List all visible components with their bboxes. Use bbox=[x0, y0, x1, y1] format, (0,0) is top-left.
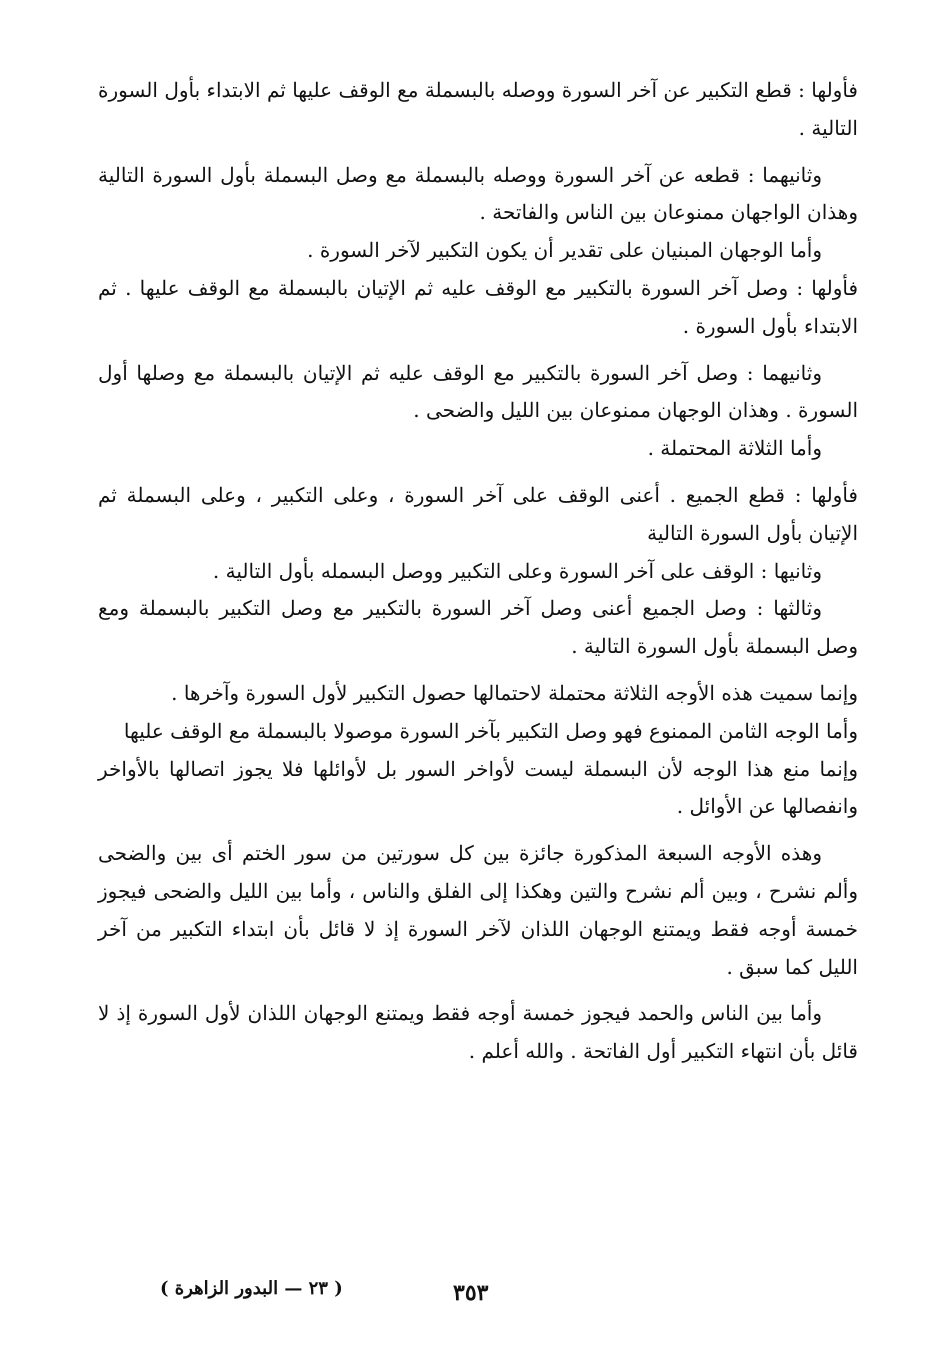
paragraph-5: وثانيهما : وصل آخر السورة بالتكبير مع الوقف عليه ثم الإتيان بالبسملة مع وصلها أول السورة . وهذان الوجهان ممنوعان بين الليل والضحى . bbox=[98, 360, 858, 423]
paragraph-8: وثانيها : الوقف على آخر السورة وعلى التكبير ووصل البسمله بأول التالية . bbox=[212, 558, 822, 583]
paragraph-4: فأولها : وصل آخر السورة بالتكبير مع الوقف عليه ثم الإتيان بالبسملة مع الوقف عليها . ثم الابتداء بأول السورة . bbox=[98, 275, 858, 338]
paragraph-7: فأولها : قطع الجميع . أعنى الوقف على آخر السورة ، وعلى التكبير ، وعلى البسملة ثم الإتيان بأول السورة التالية bbox=[98, 482, 858, 545]
paragraph-3: وأما الوجهان المبنيان على تقدير أن يكون التكبير لآخر السورة . bbox=[307, 238, 822, 263]
footer-signature: ( ٢٣ — البدور الزاهرة ) bbox=[160, 1278, 343, 1299]
paragraph-11: وأما الوجه الثامن الممنوع فهو وصل التكبير بآخر السورة موصولا بالبسملة مع الوقف عليها bbox=[123, 718, 858, 743]
page-footer bbox=[0, 1278, 943, 1318]
paragraph-1: فأولها : قطع التكبير عن آخر السورة ووصله بالبسملة مع الوقف عليها ثم الابتداء بأول السورة التالية . bbox=[98, 78, 858, 140]
paragraph-2: وثانيهما : قطعه عن آخر السورة ووصله بالبسملة مع وصل البسملة بأول السورة التالية وهذان الواجهان ممنوعان بين الناس والفاتحة . bbox=[98, 162, 858, 225]
paragraph-9: وثالثها : وصل الجميع أعنى وصل آخر السورة بالتكبير مع وصل التكبير بالبسملة ومع وصل البسملة بأول السورة التالية . bbox=[98, 596, 858, 659]
body-text bbox=[98, 72, 858, 1071]
paragraph-10: وإنما سميت هذه الأوجه الثلاثة محتملة لاحتمالها حصول التكبير لأول السورة وآخرها . bbox=[171, 680, 858, 705]
paragraph-6: وأما الثلاثة المحتملة . bbox=[647, 436, 822, 461]
paragraph-14: وأما بين الناس والحمد فيجوز خمسة أوجه فقط ويمتنع الوجهان اللذان لأول السورة إذ لا قائل بأن انتهاء التكبير أول الفاتحة . والله أعلم . bbox=[98, 1001, 858, 1064]
page-number: ٣٥٣ bbox=[453, 1280, 489, 1306]
paragraph-12: وإنما منع هذا الوجه لأن البسملة ليست لأواخر السور بل لأوائلها فلا يجوز اتصالها بالأواخر وانفصالها عن الأوائل . bbox=[98, 756, 858, 819]
paragraph-13: وهذه الأوجه السبعة المذكورة جائزة بين كل سورتين من سور الختم أى بين والضحى وألم نشرح ، وبين ألم نشرح والتين وهكذا إلى الفلق والناس ، وأما بين الليل والضحى فيجوز خمسة أوجه فقط ويمتنع الوجهان اللذان لآخر السورة إذ لا قائل بأن ابتداء التكبير من آخر الليل كما سبق . bbox=[98, 841, 858, 979]
